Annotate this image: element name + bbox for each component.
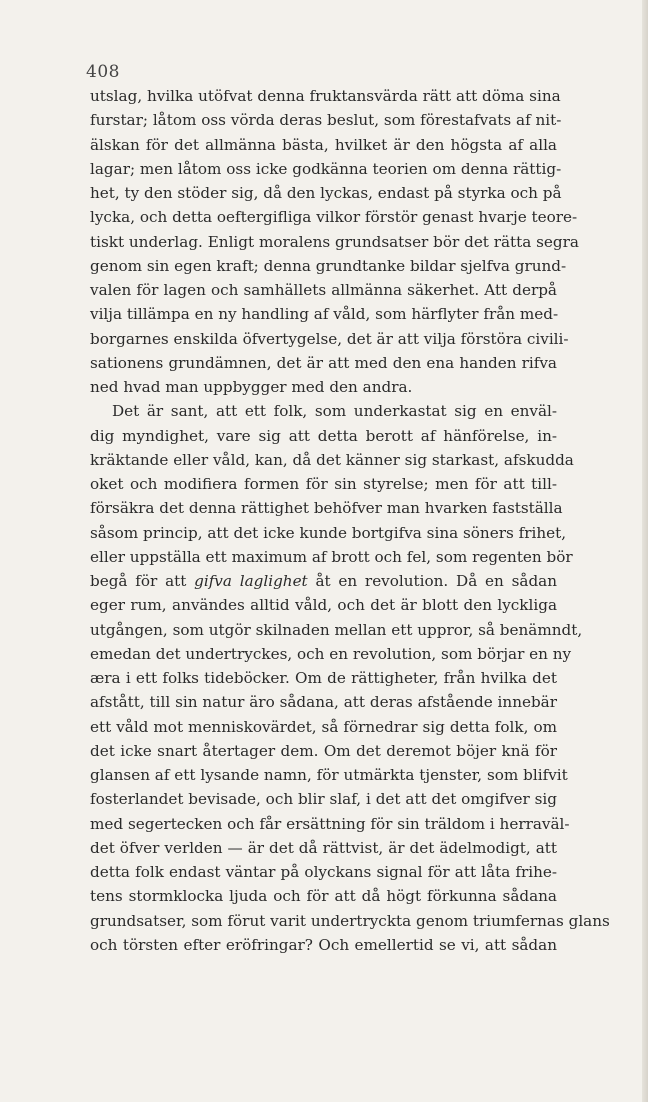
text-line: kräktande eller våld, kan, då det känner sig starkast, afskudda [90,450,574,469]
text-line: æra i ett folks tideböcker. Om de rättigheter, från hvilka det [90,669,557,687]
text-line: fosterlandet bevisade, och blir slaf, i det att det omgifver sig [90,790,557,809]
text-line: dig myndighet, vare sig att detta berott af hänförelse, in- [90,426,557,445]
text-line: ett våld mot menniskovärdet, så förnedrar sig detta folk, om [90,717,557,736]
line-segment: begå för att [90,572,195,590]
text-line: vilja tillämpa en ny handling af våld, som härflyter från med- [90,305,559,324]
text-line: tiskt underlag. Enligt moralens grundsatser bör det rätta segra [90,232,579,251]
text-line: det icke snart återtager dem. Om det deremot böjer knä för [90,741,557,760]
text-line: emedan det undertryckes, och en revolution, som börjar en ny [90,644,572,663]
text-line: det öfver verlden — är det då rättvist, är det ädelmodigt, att [90,838,557,857]
text-line: och törsten efter eröfringar? Och emellertid se vi, att sådan [90,935,557,954]
italic-phrase: gifva laglighet [194,572,308,590]
paragraph-start-line: Det är sant, att ett folk, som underkastat sig en enväl- [112,402,557,421]
text-line: oket och modifiera formen för sin styrelse; men för att till- [90,475,557,493]
page-number: 408 [86,62,120,82]
text-line: utgången, som utgör skilnaden mellan ett uppror, så benämndt, [90,620,583,639]
page-edge [642,0,648,1102]
text-line: tens stormklocka ljuda och för att då högt förkunna sådana [90,887,557,906]
body-text [90,84,610,957]
text-line: eger rum, användes alltid våld, och det är blott den lyckliga [90,596,557,615]
text-line: het, ty den stöder sig, då den lyckas, endast på styrka och på [90,184,562,202]
paragraph-end-line: ned hvad man uppbygger med den andra. [90,378,413,396]
text-line: detta folk endast väntar på olyckans signal för att låta frihe- [90,863,557,881]
text-line: sationens grundämnen, det är att med den ena handen rifva [90,353,557,372]
text-line: älskan för det allmänna bästa, hvilket är den högsta af alla [90,135,557,154]
text-line: eller uppställa ett maximum af brott och fel, som regenten bör [90,547,573,566]
text-line: glansen af ett lysande namn, för utmärkta tjenster, som blifvit [90,766,568,784]
line-segment: åt en revolution. Då en sådan [307,572,557,590]
text-line: valen för lagen och samhällets allmänna säkerhet. Att derpå [90,281,557,299]
text-line: försäkra det denna rättighet behöfver man hvarken fastställa [90,499,563,518]
text-line: furstar; låtom oss vörda deras beslut, som förestafvats af nit- [90,111,562,130]
text-line: med segertecken och får ersättning för sin träldom i herraväl- [90,814,570,833]
text-line: såsom princip, att det icke kunde bortgifva sina söners frihet, [90,523,567,542]
text-line: borgarnes enskilda öfvertygelse, det är att vilja förstöra civili- [90,329,569,348]
text-line: grundsatser, som förut varit undertryckta genom triumfernas glans [90,911,610,930]
text-line-with-italic [90,569,557,593]
text-line: genom sin egen kraft; denna grundtanke bildar sjelfva grund- [90,256,567,275]
text-line: lycka, och detta oeftergifliga vilkor förstör genast hvarje teore- [90,208,578,227]
text-line: lagar; men låtom oss icke godkänna teorien om denna rättig- [90,159,562,178]
text-line: afstått, till sin natur äro sådana, att deras afstående innebär [90,693,557,712]
text-line: utslag, hvilka utöfvat denna fruktansvärda rätt att döma sina [90,87,561,105]
